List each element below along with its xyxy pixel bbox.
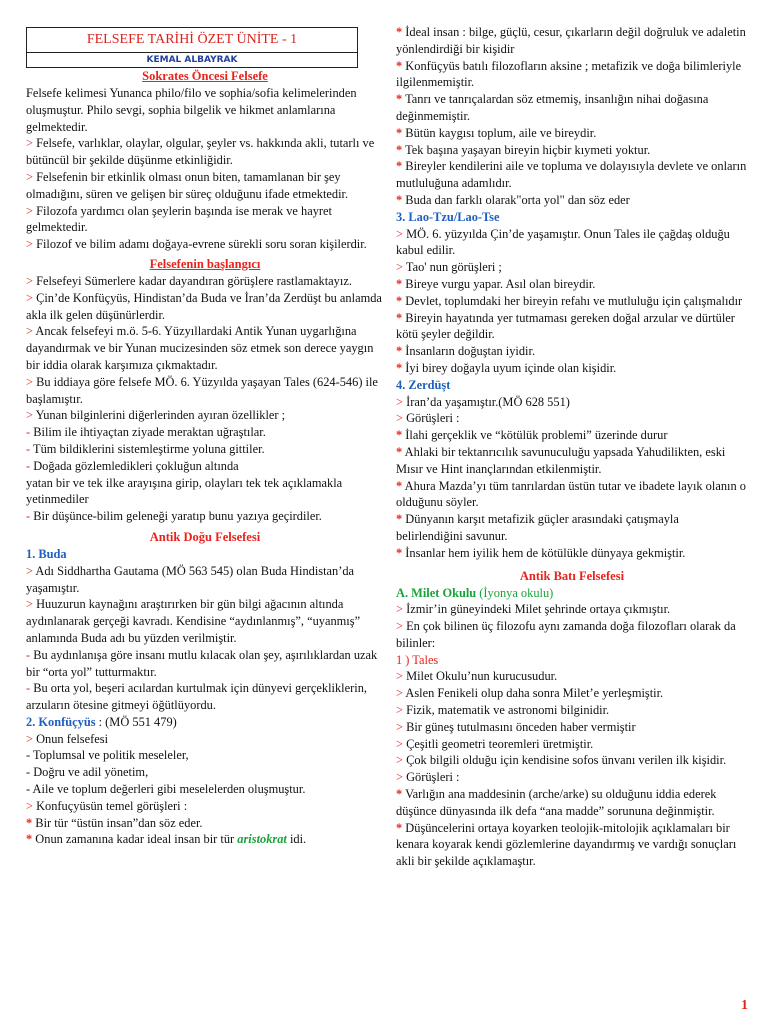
star-item: * Bireye vurgu yapar. Asıl olan bireydir. <box>396 276 596 291</box>
bullet-item: > Adı Siddhartha Gautama (MÖ 563 545) olan Buda Hindistan’da yaşamıştır. <box>26 563 355 595</box>
bullet-item: > Bu iddiaya göre felsefe MÖ. 6. Yüzyılda yaşayan Tales (624-546) ile başlamıştır. <box>26 374 378 406</box>
arrow-icon: > <box>26 731 37 746</box>
bullet-item: > Yunan bilginlerini diğerlerinden ayıran özellikler ; <box>26 408 286 423</box>
bullet-item: > İran’da yaşamıştır.(MÖ 628 551) <box>396 394 570 409</box>
star-item: * Düşüncelerini ortaya koyarken teolojik-mitolojik açıklamaları bir kenara koyarak kendi gözlemlerine dayandırmış ve vardığı sonuçları akli bir şekilde açıklamaştır. <box>396 820 737 869</box>
star-item: * Ahura Mazda’yı tüm tanrılardan üstün tutar ve ibadete layık olanın o olduğunu söyler. <box>396 478 746 510</box>
star-item: * Devlet, toplumdaki her bireyin refahı ve mutluluğu için çalışmalıdır <box>396 293 743 308</box>
bullet-item: > Görüşleri : <box>396 411 460 426</box>
dash-item: - Aile ve toplum değerleri gibi meselelerden oluşmuştur. <box>26 782 306 797</box>
page-number: 1 <box>741 998 748 1013</box>
arrow-icon: > <box>26 237 37 252</box>
star-item: * İdeal insan : bilge, güçlü, cesur, çıkarların değil doğruluk ve adaletin yönlendirdiği bir kişidir <box>396 25 746 56</box>
heading-tales: 1 ) Tales <box>396 652 439 667</box>
star-item: * Onun zamanına kadar ideal insan bir tür aristokrat idi. <box>26 832 307 847</box>
arrow-icon: > <box>26 408 36 423</box>
bullet-item: > MÖ. 6. yüzyılda Çin’de yaşamıştır. Onun Tales ile çağdaş olduğu kabul edilir. <box>396 226 730 258</box>
star-item: * Varlığın ana maddesinin (arche/arke) su olduğunu iddia ederek düşünce dünyasında ilk defa “ana madde” sorununa değinmiştir. <box>396 787 717 818</box>
paragraph: Felsefe kelimesi Yunanca philo/filo ve sophia/sofia kelimelerinden oluşmuştur. Philo sevgi, sophia bilgelik ve hikmet anlamlarına gelmektedir. <box>26 86 357 134</box>
dash-item: - Bilim ile ihtiyaçtan ziyade meraktan uğraştılar. <box>26 425 266 440</box>
left-column <box>26 0 384 1024</box>
star-item: * Tek başına yaşayan bireyin hiçbir kıymeti yoktur. <box>396 142 651 157</box>
bullet-item: > Felsefenin bir etkinlik olması onun biten, tamamlanan bir şey olmadığını, süren ve gelişen bir süreç olduğunu ifade etmektedir. <box>26 169 349 201</box>
dash-item: - Tüm bildiklerini sistemleştirme yoluna gittiler. <box>26 441 265 456</box>
bullet-item: > Onun felsefesi <box>26 731 109 746</box>
author-name: KEMAL ALBAYRAK <box>146 55 238 65</box>
section-title-antik-dogu: Antik Doğu Felsefesi <box>149 529 261 544</box>
bullet-item: > Aslen Fenikeli olup daha sonra Milet’e yerleşmiştir. <box>396 686 664 701</box>
dash-item: - Bir düşünce-bilim geleneği yaratıp bunu yazıya geçirdiler. <box>26 509 322 524</box>
star-item: * Bireyin hayatında yer tutmaması gereken doğal arzular ve dürtüler kötü şeyler değildir. <box>396 310 735 342</box>
section-title-antik-bati: Antik Batı Felsefesi <box>519 568 625 583</box>
dash-item: - Toplumsal ve politik meseleler, <box>26 748 189 763</box>
star-item: * Dünyanın karşıt metafizik güçler arasındaki çatışmayla belirlendiğini savunur. <box>396 512 679 543</box>
star-item: * Konfüçyüs batılı filozofların aksine ; metafizik ve doğa bilimleriyle ilgilenmemiştir. <box>396 58 742 90</box>
document-title: FELSEFE TARİHİ ÖZET ÜNİTE - 1 <box>27 28 357 53</box>
bullet-item: > Felsefeyi Sümerlere kadar dayandıran görüşlere rastlamaktayız. <box>26 273 352 288</box>
star-item: * Bütün kaygısı toplum, aile ve bireydir. <box>396 125 597 140</box>
section-title-sokrates: Sokrates Öncesi Felsefe <box>142 69 268 83</box>
dash-item: - Bu orta yol, beşeri acılardan kurtulmak için dünyevi gerçekliklerin, arzuların ötesine gitmeyi öğütlüyordu. <box>26 681 367 713</box>
asterisk-icon: * <box>26 815 33 830</box>
bullet-item: > Bir güneş tutulmasını önceden haber vermiştir <box>396 719 636 734</box>
heading-zerdust: 4. Zerdüşt <box>396 377 451 392</box>
bullet-item: > Konfuçyüsün temel görüşleri : <box>26 798 188 813</box>
dash-item: - Bu aydınlanışa göre insanı mutlu kılacak olan şey, aşırılıklardan uzak bir “orta yol” tutturmaktır. <box>26 647 378 679</box>
bullet-item: > Fizik, matematik ve astronomi bilginidir. <box>396 703 610 718</box>
star-item: * İnsanların doğuştan iyidir. <box>396 344 536 359</box>
arrow-icon: > <box>26 203 37 218</box>
star-item: * Tanrı ve tanrıçalardan söz etmemiş, insanlığın nihai doğasına değinmemiştir. <box>396 92 709 123</box>
arrow-icon: > <box>26 597 37 612</box>
bullet-item: > Çok bilgili olduğu için kendisine sofos ünvanı verilen ilk kişidir. <box>396 753 727 768</box>
star-item: * İlahi gerçeklik ve “kötülük problemi” üzerinde durur <box>396 428 668 443</box>
dash-item: - Doğru ve adil yönetim, <box>26 765 149 780</box>
arrow-icon: > <box>26 290 37 305</box>
arrow-icon: > <box>26 169 37 184</box>
star-item: * Bireyler kendilerini aile ve topluma ve dolayısıyla devlete ve onların mutluluğuna adamlıdır. <box>396 159 747 191</box>
title-box <box>26 27 358 68</box>
bullet-item: > İzmir’in güneyindeki Milet şehrinde ortaya çıkmıştır. <box>396 602 671 617</box>
star-item: * Bir tür “üstün insan”dan söz eder. <box>26 815 203 830</box>
star-item: * Buda dan farklı olarak"orta yol" dan söz eder <box>396 192 630 207</box>
paragraph: yatan bir ve tek ilke arayışına girip, olayları tek tek açıklamakla yetinmediler <box>26 475 343 507</box>
heading-konfucyus: 2. Konfüçyüs : (MÖ 551 479) <box>26 714 177 729</box>
bullet-item: > Felsefe, varlıklar, olaylar, olgular, şeyler vs. hakkında akli, tutarlı ve bütüncül bir şekilde düşünme etkinliğidir. <box>26 136 375 168</box>
bullet-item: > Ancak felsefeyi m.ö. 5-6. Yüzyıllardaki Antik Yunan uygarlığına dayandırmak ve bir Yunan mucizesinden söz etmek son derece yaygın bir iddia olarak karşımıza çıkmaktadır. <box>26 324 374 372</box>
bullet-item: > Huuzurun kaynağını araştırırken bir gün bilgi ağacının altında aydınlanarak gerçeği kavradı. Kendisine “aydınlanmış”, “uyanmış” anlamında Buda adı bu yüzden verilmiştir. <box>26 597 361 645</box>
bullet-item: > Çeşitli geometri teoremleri üretmiştir. <box>396 736 594 751</box>
section-title-baslangic: Felsefenin başlangıcı <box>149 256 261 271</box>
arrow-icon: > <box>26 798 37 813</box>
bullet-item: > Tao' nun görüşleri ; <box>396 260 502 275</box>
heading-milet: A. Milet Okulu (İyonya okulu) <box>396 585 554 600</box>
asterisk-icon: * <box>26 832 33 847</box>
bullet-item: > Milet Okulu’nun kurucusudur. <box>396 669 558 684</box>
bullet-item: > Çin’de Konfüçyüs, Hindistan’da Buda ve İran’da Zerdüşt bu anlamda akla ilk gelen düşünürlerdir. <box>26 290 382 322</box>
heading-buda: 1. Buda <box>26 546 67 561</box>
bullet-item: > Filozofa yardımcı olan şeylerin başında ise merak ve hayret gelmektedir. <box>26 203 332 235</box>
star-item: * İnsanlar hem iyilik hem de kötülükle dünyaya gekmiştir. <box>396 545 686 560</box>
dash-item: - Doğada gözlemledikleri çokluğun altında <box>26 458 239 473</box>
arrow-icon: > <box>26 563 36 578</box>
right-column <box>396 0 748 1024</box>
star-item: * İyi birey doğayla uyum içinde olan kişidir. <box>396 360 617 375</box>
arrow-icon: > <box>26 136 37 151</box>
bullet-item: > Görüşleri : <box>396 770 460 785</box>
arrow-icon: > <box>26 273 37 288</box>
arrow-icon: > <box>26 324 36 339</box>
arrow-icon: > <box>26 374 37 389</box>
heading-lao-tzu: 3. Lao-Tzu/Lao-Tse <box>396 209 500 224</box>
star-item: * Ahlaki bir tektanrıcılık savunuculuğu yapsada Yahudilikten, eski Mısır ve Hint inançlarından etkilenmiştir. <box>396 444 726 476</box>
bullet-item: > Filozof ve bilim adamı doğaya-evrene sürekli soru soran kişilerdir. <box>26 237 367 252</box>
bullet-item: > En çok bilinen üç filozofu aynı zamanda doğa filozofları olarak da bilinler: <box>396 619 736 650</box>
